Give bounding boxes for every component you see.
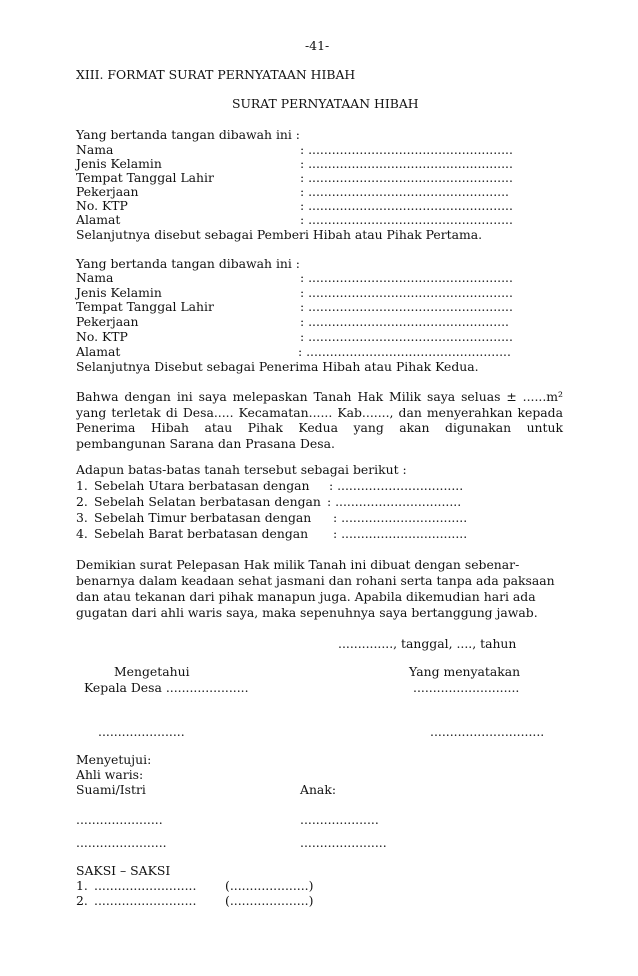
signature-left-name: ......................	[98, 724, 185, 739]
witnesses-title: SAKSI – SAKSI	[76, 863, 171, 878]
boundary-text: Sebelah Barat berbatasan dengan	[94, 526, 309, 541]
witness-item	[76, 878, 196, 894]
field-value: : ....................................................	[298, 344, 511, 359]
boundary-number: 1.	[76, 478, 88, 493]
field-label: No. KTP	[76, 329, 128, 344]
field-value: : ....................................................	[300, 299, 513, 314]
field-value: : ...................................................	[300, 184, 509, 199]
party2-closing: Selanjutnya Disebut sebagai Penerima Hibah atau Pihak Kedua.	[76, 359, 479, 374]
witness-signature: (....................)	[225, 893, 314, 908]
field-value: : ....................................................	[300, 170, 513, 185]
signature-right-name: .............................	[430, 724, 545, 739]
heirs-label: Ahli waris:	[76, 767, 144, 782]
boundary-number: 4.	[76, 526, 88, 541]
child-signature-line: ....................	[300, 812, 379, 827]
witness-signature: (....................)	[225, 878, 314, 893]
signature-left-role: Kepala Desa .....................	[84, 680, 249, 695]
boundary-text: Sebelah Utara berbatasan dengan	[94, 478, 310, 493]
section-title: XIII. FORMAT SURAT PERNYATAAN HIBAH	[76, 67, 356, 82]
boundary-value: : ................................	[333, 510, 468, 525]
approval-title: Menyetujui:	[76, 752, 152, 767]
field-value: : ....................................................	[300, 212, 513, 227]
place-date: .............., tanggal, ...., tahun	[338, 636, 517, 651]
field-label: Nama	[76, 270, 114, 285]
spouse-label: Suami/Istri	[76, 782, 146, 797]
signature-right-title: Yang menyatakan	[409, 664, 521, 679]
witness-number: 2.	[76, 893, 88, 908]
declaration-line: benarnya dalam keadaan sehat jasmani dan rohani serta tanpa ada paksaan	[76, 573, 555, 588]
field-label: Nama	[76, 142, 114, 157]
boundary-item	[76, 494, 321, 510]
statement-paragraph: Bahwa dengan ini saya melepaskan Tanah Hak Milik saya seluas ± ......m² yang terletak di Desa..... Kecamatan...... Kab......., dan menyerahkan kepada Penerima Hibah atau Pihak Kedua yang akan digunakan untuk pembangunan Sarana dan Prasana Desa.	[76, 389, 563, 451]
declaration-line: Demikian surat Pelepasan Hak milik Tanah ini dibuat dengan sebenar-	[76, 557, 520, 572]
spouse-signature-line: ......................	[76, 812, 163, 827]
field-value: : ....................................................	[300, 142, 513, 157]
boundary-value: : ................................	[327, 494, 462, 509]
child-label: Anak:	[300, 782, 336, 797]
boundary-number: 2.	[76, 494, 88, 509]
field-value: : ....................................................	[300, 285, 513, 300]
boundary-value: : ................................	[329, 478, 464, 493]
field-label: No. KTP	[76, 198, 128, 213]
field-label: Jenis Kelamin	[76, 285, 162, 300]
witness-name: ..........................	[94, 878, 197, 893]
party1-closing: Selanjutnya disebut sebagai Pemberi Hibah atau Pihak Pertama.	[76, 227, 483, 242]
boundary-item	[76, 510, 311, 526]
witness-item	[76, 893, 196, 909]
field-value: : ...................................................	[300, 314, 509, 329]
witness-number: 1.	[76, 878, 88, 893]
field-label: Tempat Tanggal Lahir	[76, 299, 214, 314]
field-value: : ....................................................	[300, 270, 513, 285]
field-label: Pekerjaan	[76, 184, 139, 199]
declaration-line: dan atau tekanan dari pihak manapun juga. Apabila dikemudian hari ada	[76, 589, 536, 604]
page-number: -41-	[305, 38, 330, 53]
declaration-line: gugatan dari ahli waris saya, maka sepenuhnya saya bertanggung jawab.	[76, 605, 538, 620]
boundary-item	[76, 526, 308, 542]
field-value: : ....................................................	[300, 156, 513, 171]
signature-right-role: ...........................	[413, 680, 520, 695]
field-label: Alamat	[76, 212, 121, 227]
field-label: Tempat Tanggal Lahir	[76, 170, 214, 185]
witness-name: ..........................	[94, 893, 197, 908]
field-label: Alamat	[76, 344, 121, 359]
signature-left-title: Mengetahui	[114, 664, 190, 679]
boundary-number: 3.	[76, 510, 88, 525]
field-value: : ....................................................	[300, 329, 513, 344]
spouse-signature-line: .......................	[76, 835, 167, 850]
child-signature-line: ......................	[300, 835, 387, 850]
boundaries-intro: Adapun batas-batas tanah tersebut sebagai berikut :	[76, 462, 407, 477]
boundary-value: : ................................	[333, 526, 468, 541]
field-label: Pekerjaan	[76, 314, 139, 329]
boundary-text: Sebelah Selatan berbatasan dengan	[94, 494, 321, 509]
party1-intro: Yang bertanda tangan dibawah ini :	[76, 127, 300, 142]
field-value: : ....................................................	[300, 198, 513, 213]
field-label: Jenis Kelamin	[76, 156, 162, 171]
boundary-item	[76, 478, 310, 494]
document-title: SURAT PERNYATAAN HIBAH	[232, 96, 419, 111]
party2-intro: Yang bertanda tangan dibawah ini :	[76, 256, 300, 271]
boundary-text: Sebelah Timur berbatasan dengan	[94, 510, 312, 525]
